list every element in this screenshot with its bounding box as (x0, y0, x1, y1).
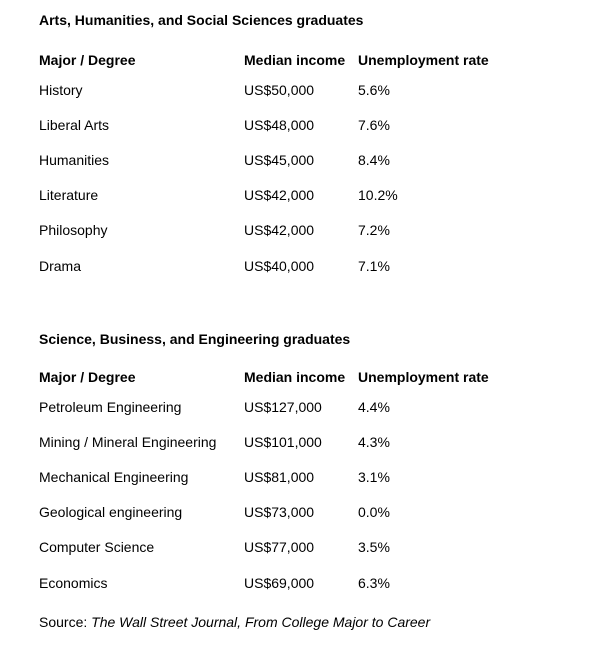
major-cell: Liberal Arts (39, 116, 110, 133)
source-prefix: Source: (39, 614, 92, 630)
major-cell: Mining / Mineral Engineering (39, 433, 217, 450)
major-cell: Literature (39, 187, 99, 204)
major-cell: Drama (39, 257, 82, 274)
income-cell: US$81,000 (244, 468, 315, 485)
income-cell: US$101,000 (244, 433, 322, 450)
table-row (39, 213, 518, 248)
income-cell: US$77,000 (244, 539, 315, 556)
science-table (39, 365, 518, 600)
income-cell: US$42,000 (244, 187, 315, 204)
major-cell: Geological engineering (39, 504, 183, 521)
rate-cell: 5.6% (358, 81, 390, 98)
rate-cell: 8.4% (358, 151, 390, 168)
header-unemployment-rate: Unemployment rate (358, 52, 489, 68)
major-cell: History (39, 81, 83, 98)
income-cell: US$69,000 (244, 574, 315, 591)
major-cell: Humanities (39, 151, 110, 168)
rate-cell: 7.2% (358, 222, 390, 239)
section-title-arts: Arts, Humanities, and Social Sciences graduates (39, 12, 364, 28)
major-cell: Mechanical Engineering (39, 468, 189, 485)
major-cell: Petroleum Engineering (39, 398, 182, 415)
table-row (39, 178, 518, 213)
rate-cell: 0.0% (358, 504, 390, 521)
table-row (39, 248, 518, 283)
table-row (39, 424, 518, 459)
major-cell: Economics (39, 574, 108, 591)
header-unemployment-rate: Unemployment rate (358, 369, 489, 385)
header-row (39, 48, 518, 72)
arts-table (39, 48, 518, 283)
rate-cell: 4.4% (358, 398, 390, 415)
header-major: Major / Degree (39, 52, 136, 68)
table-row (39, 107, 518, 142)
income-cell: US$40,000 (244, 257, 315, 274)
table-row (39, 389, 518, 424)
table-row (39, 72, 518, 107)
major-cell: Philosophy (39, 222, 108, 239)
header-major: Major / Degree (39, 369, 136, 385)
table-row (39, 142, 518, 177)
section-title-science: Science, Business, and Engineering graduates (39, 331, 351, 347)
table-row (39, 565, 518, 600)
table-row (39, 459, 518, 494)
rate-cell: 6.3% (358, 574, 390, 591)
table-row (39, 495, 518, 530)
income-cell: US$73,000 (244, 504, 315, 521)
rate-cell: 7.1% (358, 257, 390, 274)
source-text: The Wall Street Journal, From College Major to Career (91, 614, 431, 630)
rate-cell: 3.1% (358, 468, 390, 485)
major-cell: Computer Science (39, 539, 155, 556)
rate-cell: 4.3% (358, 433, 390, 450)
rate-cell: 10.2% (358, 187, 398, 204)
income-cell: US$42,000 (244, 222, 315, 239)
income-cell: US$50,000 (244, 81, 315, 98)
table-row (39, 530, 518, 565)
income-cell: US$127,000 (244, 398, 322, 415)
income-cell: US$45,000 (244, 151, 315, 168)
income-cell: US$48,000 (244, 116, 315, 133)
source-citation (39, 614, 430, 630)
header-row (39, 365, 518, 389)
rate-cell: 3.5% (358, 539, 390, 556)
header-median-income: Median income (244, 369, 346, 385)
header-median-income: Median income (244, 52, 346, 68)
rate-cell: 7.6% (358, 116, 390, 133)
